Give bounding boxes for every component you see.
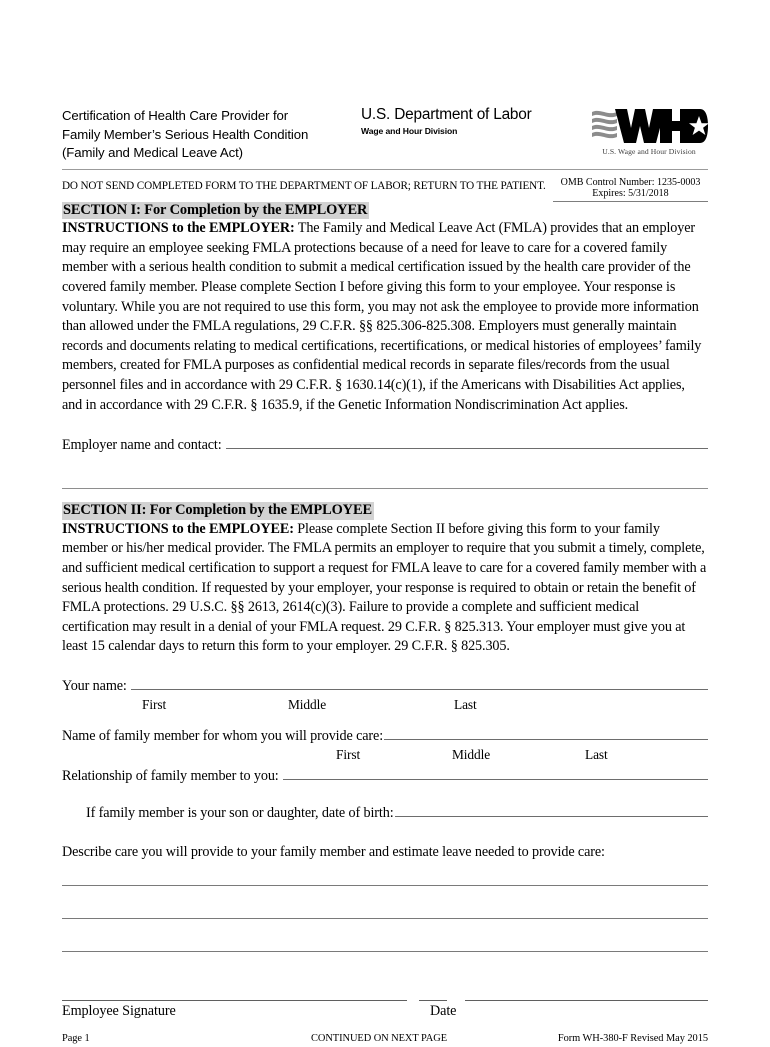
- footer-continued: CONTINUED ON NEXT PAGE: [311, 1033, 447, 1045]
- family-member-name-sublabels: [62, 746, 708, 764]
- footer-page-number: Page 1: [62, 1033, 90, 1045]
- section-one-instructions-label: INSTRUCTIONS to the EMPLOYER:: [62, 220, 295, 237]
- dob-field-row: [62, 803, 708, 823]
- page-footer: [62, 1031, 708, 1047]
- agency-branding: [361, 105, 708, 156]
- agency-name-block: [361, 106, 576, 137]
- your-name-field-row: [62, 676, 708, 696]
- footer-form-id: Form WH-380-F Revised May 2015: [557, 1033, 708, 1045]
- section-two: [62, 501, 708, 657]
- section-two-instructions: [62, 520, 708, 657]
- notice-row: [62, 177, 708, 201]
- date-label: Date: [430, 1003, 457, 1020]
- form-title: [62, 105, 308, 163]
- whd-logo: [590, 106, 708, 156]
- employer-name-field-row: [62, 435, 708, 455]
- family-member-last-label: Last: [585, 746, 608, 762]
- family-member-name-input[interactable]: [384, 726, 708, 740]
- header-divider: [62, 169, 708, 170]
- family-member-name-field-row: [62, 726, 708, 746]
- form-title-line-1: Certification of Health Care Provider for: [62, 108, 289, 123]
- family-member-middle-label: Middle: [452, 746, 491, 762]
- omb-box: [553, 177, 708, 202]
- agency-division: Wage and Hour Division: [361, 126, 458, 136]
- employer-name-label: Employer name and contact:: [62, 437, 222, 454]
- omb-expiration: Expires: 5/31/2018: [553, 188, 708, 202]
- omb-control-number: OMB Control Number: 1235-0003: [560, 176, 701, 188]
- signature-labels: [62, 1001, 708, 1021]
- family-member-name-label: Name of family member for whom you will provide care:: [62, 727, 384, 744]
- form-title-line-2: Family Member’s Serious Health Condition: [62, 126, 309, 142]
- section-one-instructions: [62, 219, 708, 415]
- your-name-input[interactable]: [131, 676, 708, 690]
- form-header: [62, 105, 708, 163]
- your-name-middle-label: Middle: [288, 696, 327, 712]
- section-one-band: SECTION I: For Completion by the EMPLOYER: [63, 201, 368, 218]
- section-two-band: SECTION II: For Completion by the EMPLOYEE: [63, 502, 372, 519]
- relationship-input[interactable]: [283, 766, 708, 780]
- relationship-field-row: [62, 766, 708, 786]
- section-two-instructions-body: Please complete Section II before giving this form to your family member or his/her medical provider. The FMLA permits an employer to require that you submit a timely, complete, and sufficient medical certification to support a request for FMLA leave to care for a covered family member with a serious health condition. If requested by your employer, your response is required to obtain or retain the benefit of FMLA protections. 29 U.S.C. §§ 2613, 2614(c)(3). Failure to provide a complete and sufficient medical certification may result in a denial of your FMLA request. 29 C.F.R. § 825.313. Your employer must give you at least 15 calendar days to return this form to your employer. 29 C.F.R. § 825.305.: [62, 520, 707, 655]
- section-one: [62, 201, 708, 501]
- family-member-first-label: First: [336, 746, 361, 762]
- whd-logo-caption: U.S. Wage and Hour Division: [602, 147, 696, 156]
- your-name-last-label: Last: [454, 696, 477, 712]
- agency-name: U.S. Department of Labor: [361, 106, 532, 123]
- dob-label: If family member is your son or daughter, date of birth:: [86, 804, 394, 821]
- your-name-label: Your name:: [62, 677, 127, 694]
- section-one-instructions-body: The Family and Medical Leave Act (FMLA) provides that an employer may require an employee seeking FMLA protections because of a need for leave to care for a covered family member with a serious health condition to submit a medical certification issued by the health care provider of the covered family member. Please complete Section I before giving this form to your employee. Your response is voluntary. While you are not required to use this form, you may not ask the employee to provide more information than allowed under the FMLA regulations, 29 C.F.R. §§ 825.306-825.308. Employers must generally maintain records and documents relating to medical certifications, recertifications, or medical histories of employees’ family members, created for FMLA purposes as confidential medical records in separate files/records from the usual personnel files and in accordance with 29 C.F.R. § 1630.14(c)(1), if the Americans with Disabilities Act applies, and in accordance with 29 C.F.R. § 1635.9, if the Genetic Information Nondiscrimination Act applies.: [62, 220, 702, 413]
- employer-name-input[interactable]: [226, 435, 708, 449]
- form-content: [62, 105, 708, 1047]
- form-title-line-3: (Family and Medical Leave Act): [62, 145, 243, 161]
- your-name-first-label: First: [142, 696, 167, 712]
- employee-signature-label: Employee Signature: [62, 1003, 176, 1020]
- do-not-send-notice: DO NOT SEND COMPLETED FORM TO THE DEPARTMENT OF LABOR; RETURN TO THE PATIENT.: [62, 179, 546, 192]
- describe-care-label: Describe care you will provide to your family member and estimate leave needed to provide care:: [62, 843, 605, 860]
- whd-logo-icon: [590, 106, 708, 146]
- dob-input[interactable]: [395, 803, 708, 817]
- relationship-label: Relationship of family member to you:: [62, 767, 279, 784]
- section-two-instructions-label: INSTRUCTIONS to the EMPLOYEE:: [62, 520, 294, 537]
- your-name-sublabels: [62, 696, 708, 714]
